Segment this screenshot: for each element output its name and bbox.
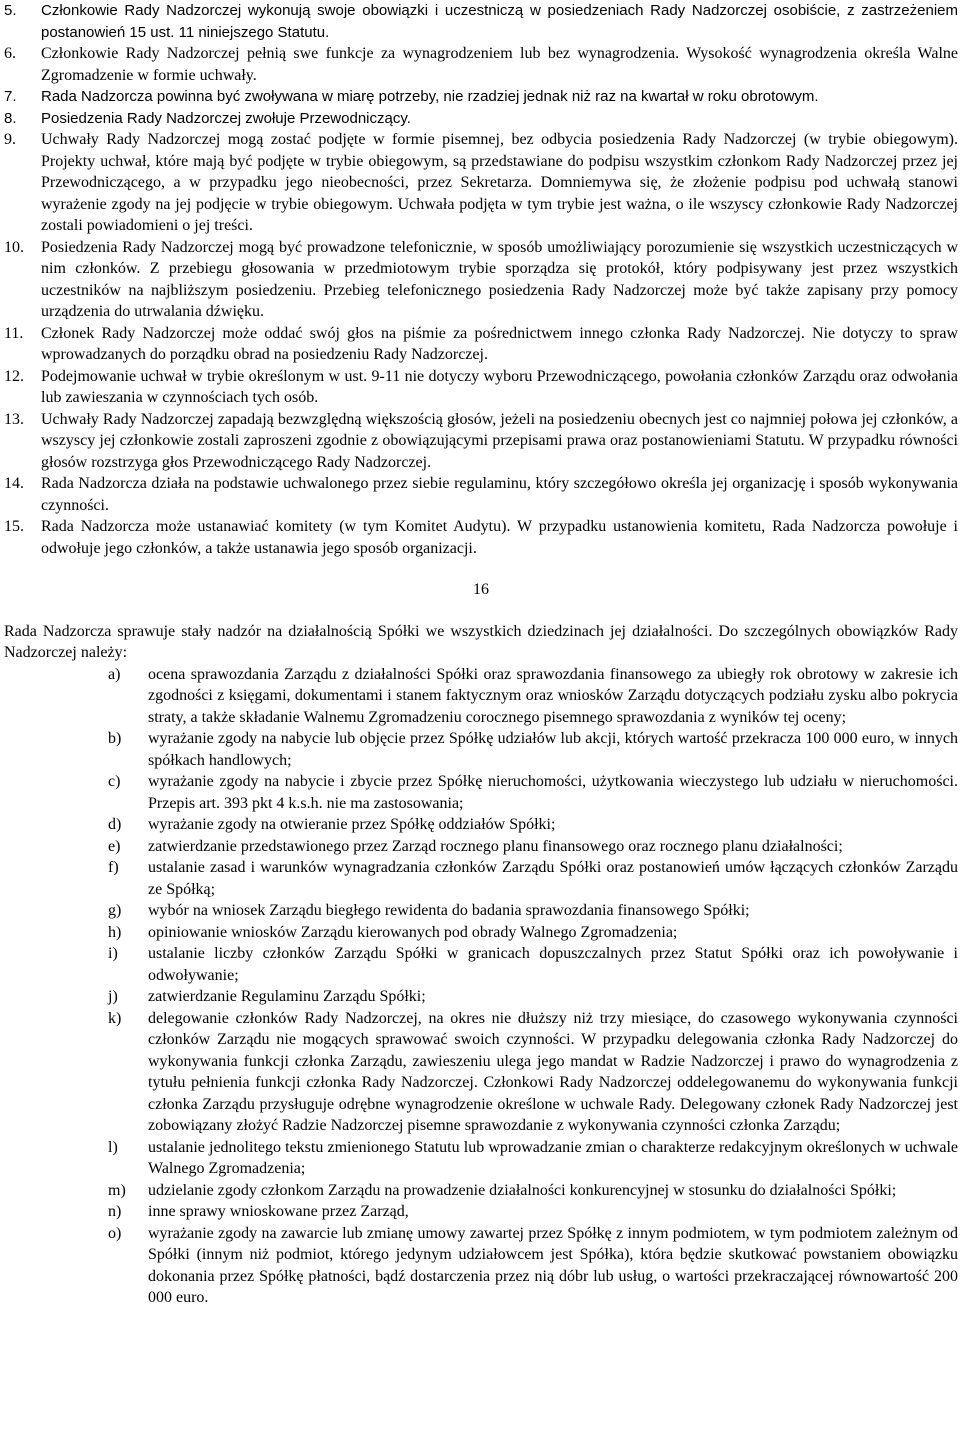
item-text: Członkowie Rady Nadzorczej wykonują swoje obowiązki i uczestniczą w posiedzeniach Rady Nadzorczej osobiście, z zastrzeżeniem postanowień 15 ust. 11 niniejszego Statutu.	[41, 2, 958, 41]
item-text: Uchwały Rady Nadzorczej mogą zostać podjęte w formie pisemnej, bez odbycia posiedzenia Rady Nadzorczej (w trybie obiegowym). Projekty uchwał, które mają być podjęte w trybie obiegowym, są przedstawiane do podpisu wszystkim członkom Rady Nadzorczej przez jej Przewodniczącego, a w przypadku jego nieobecności, przez Sekretarza. Domniemywa się, że złożenie podpisu pod uchwałą stanowi wyrażenie zgody na jej podjęcie w trybie obiegowym. Uchwała podjęta w tym trybie jest ważna, o ile wszyscy członkowie Rady Nadzorczej zostali powiadomieni o jej treści.	[41, 131, 958, 234]
list-letter: c)	[108, 773, 121, 790]
numbered-item	[4, 473, 958, 516]
list-letter: a)	[108, 665, 121, 683]
numbered-item	[4, 43, 958, 86]
item-text: Członkowie Rady Nadzorczej pełnią swe funkcje za wynagrodzeniem lub bez wynagrodzenia. Wysokość wynagrodzenia określa Walne Zgromadzenie w formie uchwały.	[41, 45, 958, 84]
item-text: Uchwały Rady Nadzorczej zapadają bezwzględną większością głosów, jeżeli na posiedzeniu obecnych jest co najmniej połowa jej członków, a wszyscy jej członkowie zostali zaproszeni zgodnie z obowiązującymi przepisami prawa oraz postanowieniami Statutu. W przypadku równości głosów rozstrzyga głos Przewodniczącego Rady Nadzorczej.	[41, 410, 958, 471]
item-number: 15.	[4, 518, 24, 535]
list-letter: o)	[108, 1224, 122, 1242]
list-letter: h)	[108, 923, 122, 941]
item-number: 14.	[4, 475, 24, 492]
list-text: wyrażanie zgody na nabycie lub objęcie przez Spółkę udziałów lub akcji, których wartość przekracza 100 000 euro, w innych spółkach handlowych;	[148, 730, 958, 769]
list-letter: m)	[108, 1181, 126, 1199]
list-letter: e)	[108, 837, 121, 855]
list-text: wyrażanie zgody na zawarcie lub zmianę umowy zawartej przez Spółkę z innym podmiotem, w tym podmiotem zależnym od Spółki (innym niż podmiot, którego jedynym udziałowcem jest Spółka), która będzie skutkować powstaniem obowiązku dokonania przez Spółkę płatności, bądź dostarczenia przez nią dóbr lub usług, o wartości przekraczającej równowartość 200 000 euro.	[148, 1224, 958, 1306]
document-page	[4, 0, 958, 1309]
item-number: 12.	[4, 367, 24, 385]
list-text: ustalanie jednolitego tekstu zmienionego Statutu lub wprowadzanie zmian o charakterze redakcyjnym określonych w uchwale Walnego Zgromadzenia;	[148, 1138, 958, 1177]
item-text: Posiedzenia Rady Nadzorczej zwołuje Przewodniczący.	[41, 109, 411, 127]
item-number: 8.	[4, 109, 17, 127]
list-text: ustalanie zasad i warunków wynagradzania członków Zarządu Spółki oraz postanowień umów łączących członków Zarządu ze Spółką;	[148, 859, 958, 898]
list-item	[108, 836, 958, 858]
numbered-item	[4, 108, 958, 130]
list-item	[108, 1201, 958, 1223]
list-text: opiniowanie wniosków Zarządu kierowanych pod obrady Walnego Zgromadzenia;	[148, 923, 678, 941]
numbered-item	[4, 366, 958, 409]
list-text: wybór na wniosek Zarządu biegłego rewidenta do badania sprawozdania finansowego Spółki;	[148, 902, 750, 919]
list-item	[108, 771, 958, 814]
numbered-item	[4, 237, 958, 323]
list-letter: k)	[108, 1009, 122, 1027]
list-text: inne sprawy wnioskowane przez Zarząd,	[148, 1203, 409, 1220]
section-symbol-number: 16	[473, 581, 489, 598]
list-item	[108, 1180, 958, 1202]
list-item	[108, 814, 958, 836]
numbered-item	[4, 86, 958, 108]
list-text: zatwierdzanie przedstawionego przez Zarząd rocznego planu finansowego oraz rocznego planu działalności;	[148, 837, 843, 855]
list-item	[108, 664, 958, 729]
numbered-item	[4, 323, 958, 366]
item-number: 7.	[4, 88, 17, 105]
list-letter: n)	[108, 1203, 122, 1220]
item-text: Rada Nadzorcza może ustanawiać komitety (w tym Komitet Audytu). W przypadku ustanowienia komitetu, Rada Nadzorcza powołuje i odwołuje jego członków, a także ustanawia jego sposób organizacji.	[41, 518, 958, 557]
list-item	[108, 728, 958, 771]
list-text: ocena sprawozdania Zarządu z działalności Spółki oraz sprawozdania finansowego za ubiegły rok obrotowy w zakresie ich zgodności z księgami, dokumentami i stanem faktycznym oraz wniosków Zarządu dotyczących podziału zysku albo pokrycia straty, a także składanie Walnemu Zgromadzeniu corocznego pisemnego sprawozdania z wyników tej oceny;	[148, 665, 958, 726]
list-item	[108, 1223, 958, 1309]
list-item	[108, 986, 958, 1008]
item-number: 13.	[4, 410, 24, 428]
numbered-item	[4, 516, 958, 559]
list-item	[108, 1137, 958, 1180]
list-item	[108, 1008, 958, 1137]
list-item	[108, 943, 958, 986]
duties-list	[108, 664, 958, 1309]
list-letter: f)	[108, 859, 119, 876]
list-text: delegowanie członków Rady Nadzorczej, na okres nie dłuższy niż trzy miesiące, do czasowego wykonywania czynności członków Zarządu nie mogących sprawować swoich czynności. W przypadku delegowania członka Rady Nadzorczej do wykonywania funkcji członka Zarządu, zawieszeniu ulega jego mandat w Radzie Nadzorczej i prawo do wynagrodzenia z tytułu pełnienia funkcji członka Rady Nadzorczej. Członkowi Rady Nadzorczej oddelegowanemu do wykonywania funkcji członka Zarządu przysługuje odrębne wynagrodzenie określone w uchwale Rady. Delegowany członek Rady Nadzorczej jest zobowiązany złożyć Radzie Nadzorczej pisemne sprawozdanie z wykonywania czynności członka Zarządu;	[148, 1009, 958, 1134]
item-number: 5.	[4, 2, 17, 19]
item-number: 9.	[4, 131, 16, 148]
list-letter: d)	[108, 816, 122, 833]
section-intro: Rada Nadzorcza sprawuje stały nadzór na działalnością Spółki we wszystkich dziedzinach jej działalności. Do szczególnych obowiązków Rady Nadzorczej należy:	[4, 622, 958, 661]
item-number: 11.	[4, 324, 24, 342]
list-letter: j)	[108, 988, 118, 1005]
list-text: zatwierdzanie Regulaminu Zarządu Spółki;	[148, 988, 426, 1005]
list-text: ustalanie liczby członków Zarządu Spółki w granicach dopuszczalnych przez Statut Spółki oraz ich powoływanie i odwoływanie;	[148, 945, 958, 984]
item-number: 10.	[4, 238, 24, 256]
numbered-item	[4, 0, 958, 43]
numbered-item	[4, 409, 958, 474]
list-text: wyrażanie zgody na nabycie i zbycie przez Spółkę nieruchomości, użytkowania wieczystego lub udziału w nieruchomości. Przepis art. 393 pkt 4 k.s.h. nie ma zastosowania;	[148, 773, 958, 812]
item-text: Członek Rady Nadzorczej może oddać swój głos na piśmie za pośrednictwem innego członka Rady Nadzorczej. Nie dotyczy to spraw wprowadzanych do porządku obrad na posiedzeniu Rady Nadzorczej.	[41, 324, 958, 363]
list-item	[108, 900, 958, 922]
list-text: wyrażanie zgody na otwieranie przez Spółkę oddziałów Spółki;	[148, 816, 556, 833]
item-text: Podejmowanie uchwał w trybie określonym w ust. 9-11 nie dotyczy wyboru Przewodniczącego, powołania członków Zarządu oraz odwołania lub zawieszania w czynnościach tych osób.	[41, 367, 958, 406]
section-heading	[4, 579, 958, 601]
numbered-item	[4, 129, 958, 237]
item-text: Posiedzenia Rady Nadzorczej mogą być prowadzone telefonicznie, w sposób umożliwiający porozumienie się wszystkich uczestniczących w nim członków. Z przebiegu głosowania w przedmiotowym trybie sporządza się protokół, który podpisywany jest przez wszystkich uczestników na najbliższym posiedzeniu. Przebieg telefonicznego posiedzenia Rady Nadzorczej może być także zapisany przy pomocy urządzenia do utrwalania dźwięku.	[41, 238, 958, 320]
list-letter: b)	[108, 730, 122, 747]
item-text: Rada Nadzorcza działa na podstawie uchwalonego przez siebie regulaminu, który szczegółowo określa jej organizację i sposób wykonywania czynności.	[41, 475, 958, 514]
item-text: Rada Nadzorcza powinna być zwoływana w miarę potrzeby, nie rzadziej jednak niż raz na kwartał w roku obrotowym.	[41, 88, 819, 105]
list-letter: g)	[108, 902, 122, 919]
item-number: 6.	[4, 45, 16, 62]
list-item	[108, 922, 958, 944]
list-item	[108, 857, 958, 900]
list-letter: i)	[108, 945, 118, 962]
list-text: udzielanie zgody członkom Zarządu na prowadzenie działalności konkurencyjnej w stosunku do działalności Spółki;	[148, 1181, 897, 1199]
list-letter: l)	[108, 1138, 118, 1156]
